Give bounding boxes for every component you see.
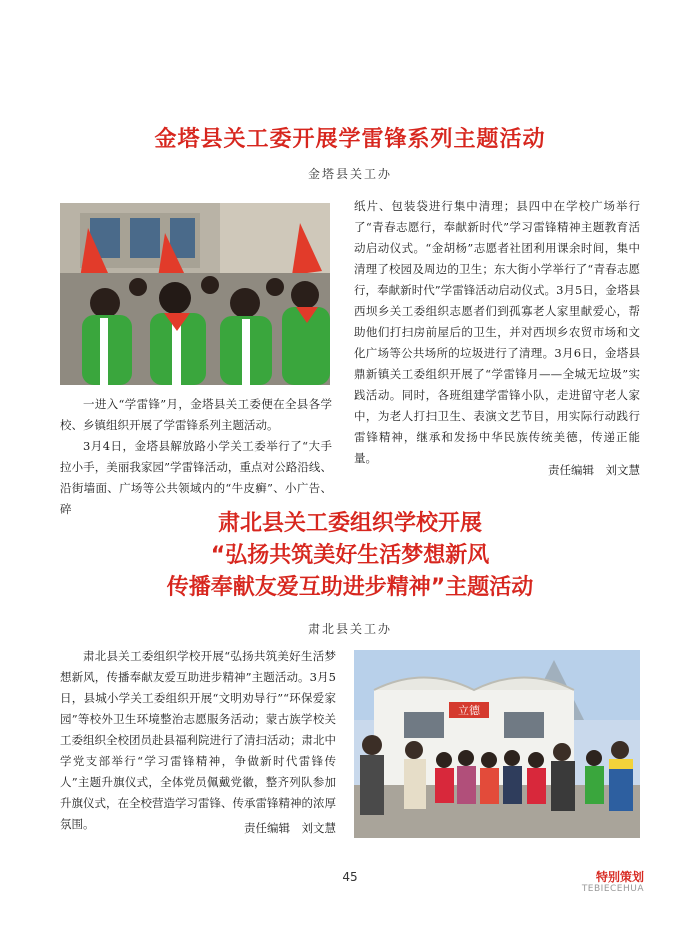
article-1-paragraph-2: 3月4日，金塔县解放路小学关工委举行了“大手拉小手，美丽我家园”学雷锋活动，重点对公路沿线、沿街墙面、广场等公共领域内的“牛皮癣”、小广告、碎: [60, 439, 332, 516]
photo-children-illustration: [354, 650, 640, 838]
article-2-title-line-3: 传播奉献友爱互助进步精神”主题活动: [166, 575, 534, 600]
article-2-title-line-2: “弘扬共筑美好生活梦想新风: [210, 543, 490, 568]
photo-students-in-green-uniforms: [60, 203, 330, 385]
section-title-en: TEBIECEHUA: [581, 884, 644, 894]
article-1-paragraph-1: 一进入“学雷锋”月，金塔县关工委便在全县各学校、乡镇组织开展了学雷锋系列主题活动。: [60, 397, 332, 432]
article-1-left-column: [60, 394, 332, 520]
article-1-byline: 金塔县关工办: [307, 167, 392, 181]
page-number: 45: [342, 870, 358, 884]
article-1-paragraph-3: 纸片、包装袋进行集中清理；县四中在学校广场举行了“青春志愿行，奉献新时代”学习雷锋精神主题教育活动启动仪式。“金胡杨”志愿者社团利用课余时间，集中清理了校园及周边的卫生；东大街小学举行了“青春志愿行，奉献新时代”学雷锋活动启动仪式。3月5日，金塔县西坝乡关工委组织志愿者们到孤寡老人家里献爱心，帮助他们打扫房前屋后的卫生，并对西坝乡农贸市场和文化广场等公共场所的垃圾进行了清理。3月6日，金塔县鼎新镇关工委组织开展了“学雷锋月——全城无垃圾”实践活动。同时，各班组建学雷锋小队，走进留守老人家中，为老人打扫卫生、表演文艺节目，用实际行动践行雷锋精神，继承和发扬中华民族传统美德，传递正能量。: [354, 199, 640, 465]
article-2-title-line-1: 肃北县关工委组织学校开展: [217, 511, 482, 536]
article-2-body: [60, 646, 336, 835]
article-1-right-column: [354, 196, 640, 469]
article-1-title: 金塔县关工委开展学雷锋系列主题活动: [154, 127, 546, 152]
article-2-paragraph-1: 肃北县关工委组织学校开展“弘扬共筑美好生活梦想新风，传播奉献友爱互助进步精神”主题活动。3月5日，县城小学关工委组织开展“文明劝导行”“环保爱家园”等校外卫生环境整治志愿服务活动；蒙古族学校关工委组织全校团员赴县福利院进行了清扫活动；肃北中学党支部举行“学习雷锋精神，争做新时代雷锋传人”主题升旗仪式，全体党员佩戴党徽，整齐列队参加升旗仪式，在全校营造学习雷锋、传承雷锋精神的浓厚氛围。: [60, 649, 336, 831]
article-2-editor: 责任编辑 刘文慧: [244, 821, 336, 835]
photo-children-at-building: [354, 650, 640, 838]
photo-sign-text: 立德: [458, 704, 480, 717]
article-2-byline: 肃北县关工办: [307, 622, 392, 636]
article-1-editor: 责任编辑 刘文慧: [548, 463, 640, 477]
section-title-cn: 特别策划: [595, 870, 644, 884]
photo-students-illustration: [60, 203, 330, 385]
